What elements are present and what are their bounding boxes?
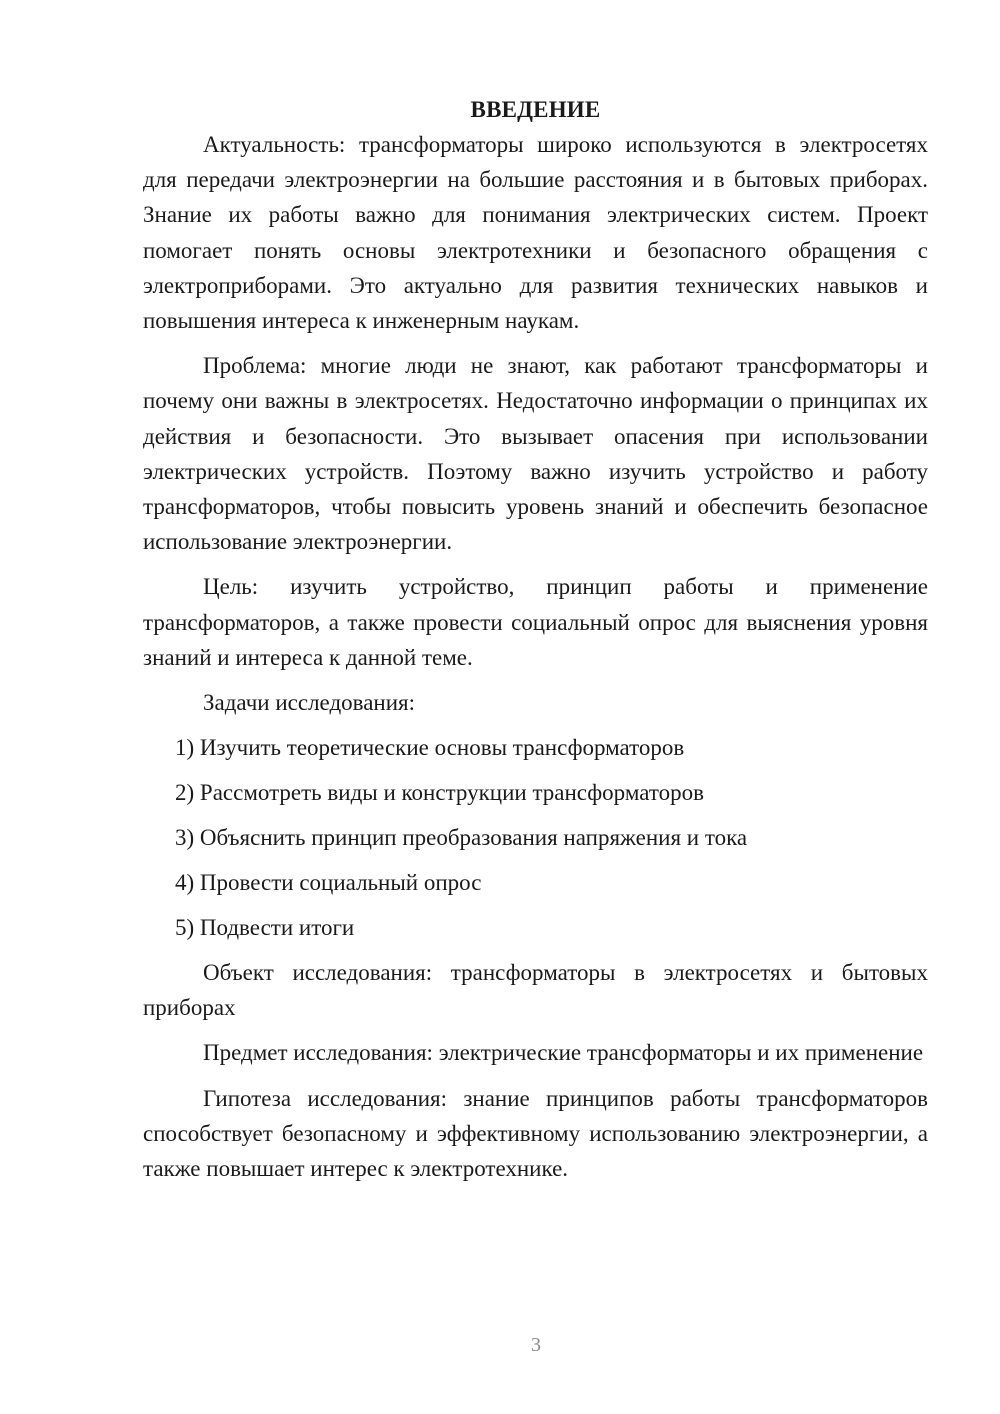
list-item: 2) Рассмотреть виды и конструкции трансформаторов: [175, 780, 704, 806]
paragraph-goal: Цель: изучить устройство, принцип работы и применение трансформаторов, а также провести социальный опрос для выяснения уровня знаний и интереса к данной теме.: [143, 574, 928, 670]
list-item: 3) Объяснить принцип преобразования напряжения и тока: [175, 825, 748, 851]
paragraph-object: Объект исследования: трансформаторы в электросетях и бытовых приборах: [143, 960, 928, 1021]
paragraph-subject: Предмет исследования: электрические трансформаторы и их применение: [203, 1040, 924, 1066]
paragraph-hypothesis: Гипотеза исследования: знание принципов работы трансформаторов способствует безопасному и эффективному использованию электроэнергии, а также повышает интерес к электротехнике.: [143, 1085, 928, 1182]
tasks-list: [143, 730, 928, 945]
list-item: 5) Подвести итоги: [175, 915, 355, 941]
page-number: 3: [531, 1334, 541, 1356]
tasks-heading: Задачи исследования:: [203, 690, 416, 716]
page-title: ВВЕДЕНИЕ: [470, 97, 601, 122]
list-item: 1) Изучить теоретические основы трансформаторов: [175, 735, 685, 761]
list-item: 4) Провести социальный опрос: [175, 870, 482, 896]
document-page: [143, 92, 928, 1186]
paragraph-relevance: Актуальность: трансформаторы широко используются в электросетях для передачи электроэнергии на большие расстояния и в бытовых приборах. Знание их работы важно для понимания электрических систем. Проект помогает понять основы электротехники и безопасного обращения с электроприборами. Это актуально для развития технических навыков и повышения интереса к инженерным наукам.: [143, 132, 928, 334]
paragraph-problem: Проблема: многие люди не знают, как работают трансформаторы и почему они важны в электросетях. Недостаточно информации о принципах их действия и безопасности. Это вызывает опасения при использовании электрических устройств. Поэтому важно изучить устройство и работу трансформаторов, чтобы повысить уровень знаний и обеспечить безопасное использование электроэнергии.: [143, 353, 928, 555]
